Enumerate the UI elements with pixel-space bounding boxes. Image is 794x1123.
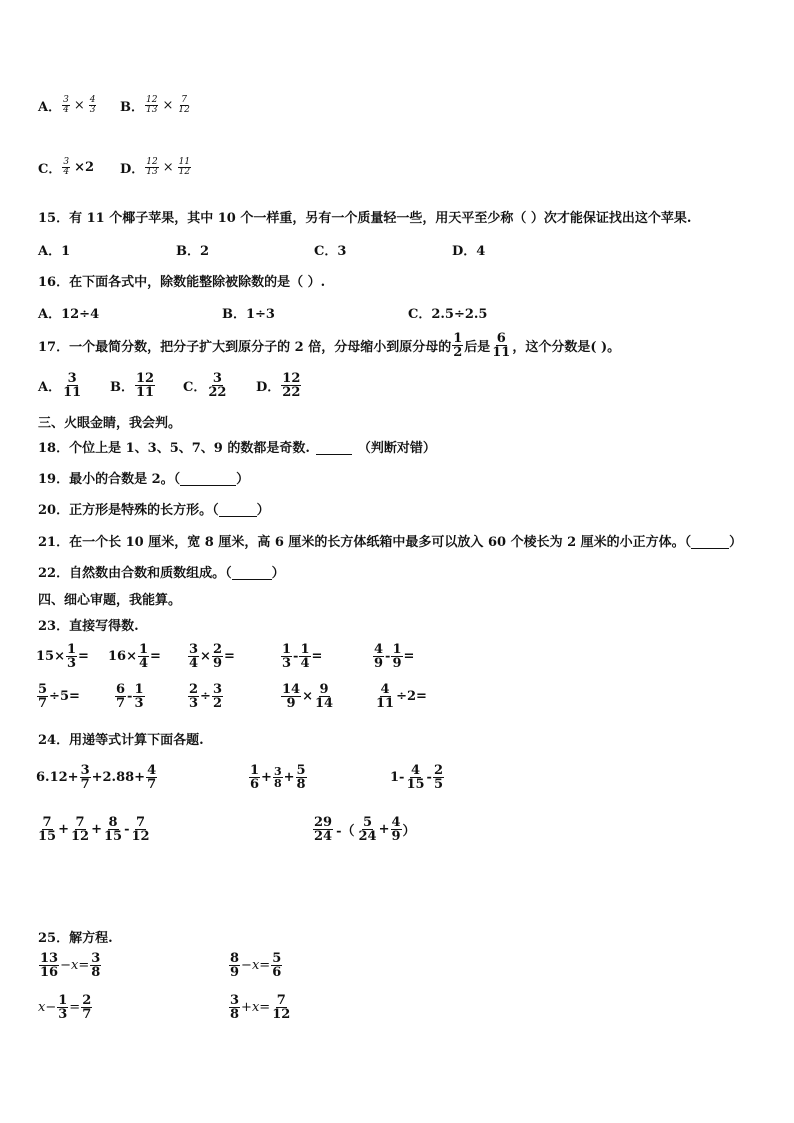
q17-option-c: C． $\frac{3}{22}$	[183, 371, 227, 400]
q23-item: $\frac{3}{4}$ × $\frac{2}{9}$ =	[189, 642, 235, 671]
q16-option-a: A．12÷4	[38, 307, 100, 322]
fraction: $\frac{3}{4}$	[63, 157, 70, 177]
q15-option-a: A．1	[38, 244, 71, 259]
q17-text: 17．一个最简分数，把分子扩大到原分子的 2 倍，分母缩小到原分母的 $\frac{1}{2}$ 后是 $\frac{6}{11}$ ，这个分数是( )。	[38, 331, 621, 360]
q24-title: 24．用递等式计算下面各题.	[38, 733, 204, 748]
fraction: $\frac{2}{3}$	[189, 682, 199, 711]
q25-equation: x − $\frac{1}{3}$ = $\frac{2}{7}$	[38, 993, 92, 1022]
q25-equation: $\frac{13}{16}$ − x = $\frac{3}{8}$	[40, 951, 101, 980]
answer-blank[interactable]	[691, 533, 729, 549]
fraction: $\frac{3}{2}$	[212, 682, 222, 711]
fraction: $\frac{3}{8}$	[230, 993, 240, 1022]
q14-option-b: B． $\frac{12}{13}$ × $\frac{7}{12}$	[120, 95, 190, 115]
fraction: $\frac{12}{13}$	[146, 95, 158, 115]
fraction: $\frac{1}{2}$	[453, 331, 463, 360]
fraction: $\frac{7}{12}$	[71, 815, 90, 844]
fraction: $\frac{1}{3}$	[282, 642, 292, 671]
fraction: $\frac{4}{9}$	[374, 642, 384, 671]
q14-option-d: D． $\frac{12}{13}$ × $\frac{11}{12}$	[120, 157, 191, 177]
q16-text: 16．在下面各式中，除数能整除被除数的是（ ）.	[38, 275, 326, 290]
fraction: $\frac{7}{12}$	[178, 95, 190, 115]
fraction: $\frac{1}{3}$	[58, 993, 68, 1022]
q17-option-d: D． $\frac{12}{22}$	[256, 371, 301, 400]
q18-text: 18．个位上是 1、3、5、7、9 的数都是奇数. （判断对错）	[38, 437, 436, 456]
q22-text: 22．自然数由合数和质数组成。（ ）	[38, 562, 285, 581]
q23-item: $\frac{4}{11}$ ÷2=	[376, 682, 427, 711]
fraction: $\frac{1}{4}$	[300, 642, 310, 671]
fraction: $\frac{12}{22}$	[282, 371, 301, 400]
fraction: $\frac{14}{9}$	[282, 682, 301, 711]
fraction: $\frac{1}{3}$	[134, 682, 144, 711]
answer-blank[interactable]	[316, 439, 352, 455]
q20-text: 20．正方形是特殊的长方形。（ ）	[38, 499, 270, 518]
fraction: $\frac{3}{4}$	[63, 95, 69, 115]
fraction: $\frac{1}{3}$	[66, 642, 77, 671]
fraction: $\frac{29}{24}$	[314, 815, 333, 844]
q23-title: 23．直接写得数.	[38, 619, 139, 634]
q15-option-b: B．2	[176, 244, 210, 259]
fraction: $\frac{5}{7}$	[38, 682, 48, 711]
section-heading: 三、火眼金睛，我会判。	[38, 416, 182, 431]
q25-title: 25．解方程.	[38, 931, 113, 946]
fraction: $\frac{5}{6}$	[272, 951, 282, 980]
fraction: $\frac{5}{24}$	[358, 815, 377, 844]
q15-option-d: D．4	[452, 244, 486, 259]
q14-option-c: C． $\frac{3}{4}$ ×2	[38, 157, 95, 177]
fraction: $\frac{2}{7}$	[82, 993, 92, 1022]
fraction: $\frac{7}{15}$	[38, 815, 57, 844]
fraction: $\frac{11}{12}$	[178, 157, 191, 177]
fraction: $\frac{4}{15}$	[406, 763, 425, 792]
q24-expr: 6.12+ $\frac{3}{7}$ +2.88+ $\frac{4}{7}$	[36, 763, 157, 792]
q23-item: $\frac{6}{7}$ - $\frac{1}{3}$	[116, 682, 144, 711]
fraction: $\frac{7}{12}$	[272, 993, 291, 1022]
fraction: $\frac{7}{12}$	[131, 815, 150, 844]
q23-item: $\frac{2}{3}$ ÷ $\frac{3}{2}$	[189, 682, 222, 711]
fraction: $\frac{2}{5}$	[433, 763, 443, 792]
q16-option-c: C．2.5÷2.5	[408, 307, 488, 322]
q14-option-a: A． $\frac{3}{4}$ × $\frac{4}{3}$	[38, 95, 96, 115]
fraction: $\frac{1}{4}$	[138, 642, 149, 671]
q24-expr: $\frac{7}{15}$ + $\frac{7}{12}$ + $\frac{8}{15}$ - $\frac{7}{12}$	[38, 815, 150, 844]
fraction: $\frac{13}{16}$	[40, 951, 59, 980]
q23-item: $\frac{1}{3}$ - $\frac{1}{4}$ =	[282, 642, 323, 671]
q23-item: 16× $\frac{1}{4}$ =	[108, 642, 161, 671]
q25-equation: $\frac{8}{9}$ − x = $\frac{5}{6}$	[230, 951, 282, 980]
q19-text: 19．最小的合数是 2。（ ）	[38, 468, 249, 487]
fraction: $\frac{4}{3}$	[89, 95, 96, 115]
section-heading: 四、细心审题，我能算。	[38, 593, 182, 608]
answer-blank[interactable]	[232, 564, 272, 580]
fraction: $\frac{3}{7}$	[80, 763, 90, 792]
fraction: $\frac{4}{7}$	[147, 763, 157, 792]
fraction: $\frac{12}{13}$	[146, 157, 158, 177]
q15-option-c: C．3	[314, 244, 347, 259]
fraction: $\frac{3}{11}$	[63, 371, 82, 400]
q24-expr: $\frac{29}{24}$ -（ $\frac{5}{24}$ + $\frac{4}{9}$ ）	[314, 815, 416, 844]
fraction: $\frac{3}{4}$	[189, 642, 199, 671]
q16-option-b: B．1÷3	[222, 307, 275, 322]
fraction: $\frac{8}{15}$	[104, 815, 123, 844]
q17-option-a: A． $\frac{3}{11}$	[38, 371, 82, 400]
q23-item: 15× $\frac{1}{3}$ =	[36, 642, 89, 671]
fraction: $\frac{3}{8}$	[273, 765, 282, 790]
fraction: $\frac{1}{6}$	[250, 763, 260, 792]
fraction: $\frac{12}{11}$	[136, 371, 155, 400]
q24-expr: $\frac{1}{6}$ + $\frac{3}{8}$ + $\frac{5}{8}$	[250, 763, 306, 792]
fraction: $\frac{6}{7}$	[116, 682, 126, 711]
q23-item: $\frac{5}{7}$ ÷5=	[38, 682, 80, 711]
fraction: $\frac{3}{8}$	[91, 951, 101, 980]
q23-item: $\frac{14}{9}$ × $\frac{9}{14}$	[282, 682, 334, 711]
answer-blank[interactable]	[180, 470, 236, 486]
fraction: $\frac{4}{11}$	[376, 682, 395, 711]
fraction: $\frac{5}{8}$	[296, 763, 306, 792]
fraction: $\frac{3}{22}$	[208, 371, 227, 400]
q25-equation: $\frac{3}{8}$ + x = $\frac{7}{12}$	[230, 993, 291, 1022]
q15-text: 15．有 11 个椰子苹果，其中 10 个一样重，另有一个质量轻一些，用天平至少称（ ）次才能保证找出这个苹果.	[38, 211, 692, 226]
q23-item: $\frac{4}{9}$ - $\frac{1}{9}$ =	[374, 642, 415, 671]
fraction: $\frac{8}{9}$	[230, 951, 240, 980]
fraction: $\frac{2}{9}$	[212, 642, 222, 671]
answer-blank[interactable]	[219, 501, 257, 517]
fraction: $\frac{6}{11}$	[492, 331, 511, 360]
fraction: $\frac{9}{14}$	[315, 682, 334, 711]
fraction: $\frac{1}{9}$	[392, 642, 402, 671]
q17-option-b: B． $\frac{12}{11}$	[110, 371, 155, 400]
fraction: $\frac{4}{9}$	[391, 815, 401, 844]
q24-expr: 1- $\frac{4}{15}$ - $\frac{2}{5}$	[390, 763, 443, 792]
q21-text: 21．在一个长 10 厘米，宽 8 厘米，高 6 厘米的长方体纸箱中最多可以放入 60 个棱长为 2 厘米的小正方体。（ ）	[38, 531, 742, 550]
